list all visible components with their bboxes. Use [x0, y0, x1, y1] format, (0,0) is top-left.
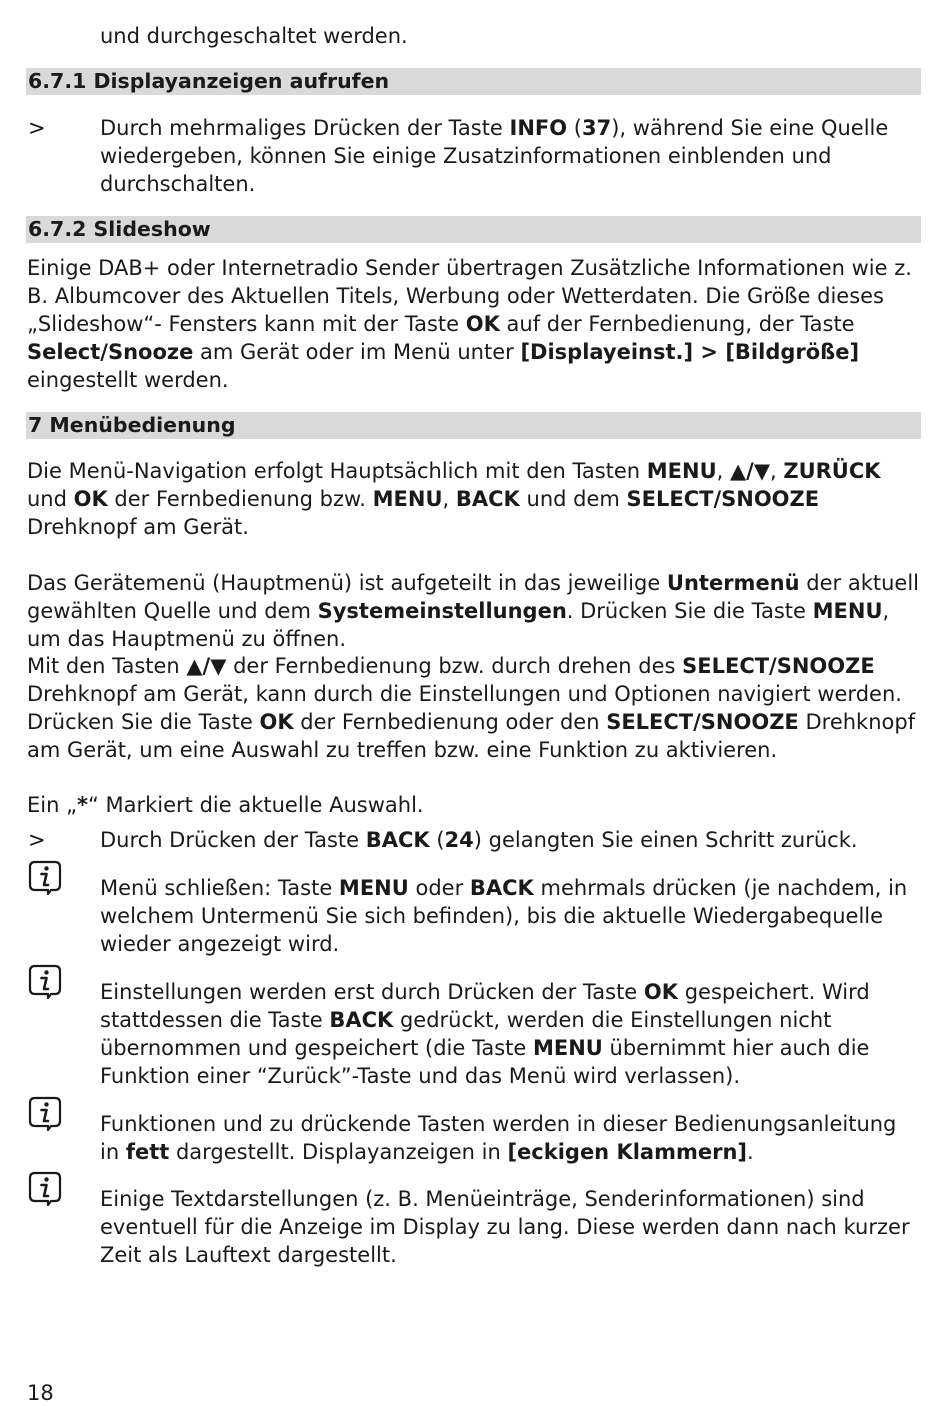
note-formatting: Funktionen und zu drückende Tasten werden in dieser Bedienungsanleitung in fett dargestellt. Displayanzeigen in [eckigen Klammern]. [100, 1112, 897, 1164]
instruction-marker: > [28, 116, 46, 140]
section-heading-672: 6.7.2 Slideshow [26, 216, 921, 243]
instruction-marker: > [28, 828, 46, 852]
main-menu-paragraph: Das Gerätemenü (Hauptmenü) ist aufgeteilt in das jeweilige Untermenü der aktuell gewählten Quelle und dem Systemeinstellungen. Drücken Sie die Taste MENU, um das Hauptmenü zu öffnen. [27, 571, 919, 651]
note-save-settings: Einstellungen werden erst durch Drücken der Taste OK gespeichert. Wird stattdessen die Taste BACK gedrückt, werden die Einstellungen nicht übernommen und gespeichert (die Taste MENU übernimmt hier auch die Funktion einer “Zurück”-Taste und das Menü wird verlassen). [100, 980, 870, 1088]
note-close-menu: Menü schließen: Taste MENU oder BACK mehrmals drücken (je nachdem, in welchem Untermenü Sie sich befinden), bis die aktuelle Wiedergabequelle wieder angezeigt wird. [100, 876, 908, 956]
menu-navigation-paragraph: Die Menü-Navigation erfolgt Hauptsächlich mit den Tasten MENU, ▲/▼, ZURÜCK und OK der Fernbedienung bzw. MENU, BACK und dem SELECT/SNOOZE Drehknopf am Gerät. [27, 459, 881, 539]
note-scrolling-text: Einige Textdarstellungen (z. B. Menüeinträge, Senderinformationen) sind eventuell für die Anzeige im Display zu lang. Diese werden dann nach kurzer Zeit als Lauftext dargestellt. [100, 1187, 910, 1267]
info-icon [27, 1095, 63, 1131]
navigation-paragraph: Mit den Tasten ▲/▼ der Fernbedienung bzw. durch drehen des SELECT/SNOOZE Drehknopf am Gerät, kann durch die Einstellungen und Optionen navigiert werden. Drücken Sie die Taste OK der Fernbedienung oder den SELECT/SNOOZE Drehknopf am Gerät, um eine Auswahl zu treffen bzw. eine Funktion zu aktivieren. [27, 654, 916, 762]
slideshow-paragraph: Einige DAB+ oder Internetradio Sender übertragen Zusätzliche Informationen wie z. B. Albumcover des Aktuellen Titels, Werbung oder Wetterdaten. Die Größe dieses „Slideshow“- Fensters kann mit der Taste OK auf der Fernbedienung, der Taste Select/Snooze am Gerät oder im Menü unter [Displayeinst.] > [Bildgröße] eingestellt werden. [27, 256, 912, 392]
info-icon [27, 963, 63, 999]
info-icon [27, 859, 63, 895]
back-instruction: Durch Drücken der Taste BACK (24) gelangten Sie einen Schritt zurück. [100, 828, 858, 852]
section-heading-671: 6.7.1 Displayanzeigen aufrufen [26, 68, 921, 95]
continuation-text: und durchgeschaltet werden. [100, 24, 408, 48]
section-heading-7: 7 Menübedienung [26, 412, 921, 439]
selection-marker-paragraph: Ein „*“ Markiert die aktuelle Auswahl. [27, 793, 424, 817]
info-icon [27, 1170, 63, 1206]
info-instruction: Durch mehrmaliges Drücken der Taste INFO (37), während Sie eine Quelle wiedergeben, können Sie einige Zusatzinformationen einblenden und durchschalten. [100, 116, 889, 196]
page-number: 18 [27, 1381, 54, 1405]
